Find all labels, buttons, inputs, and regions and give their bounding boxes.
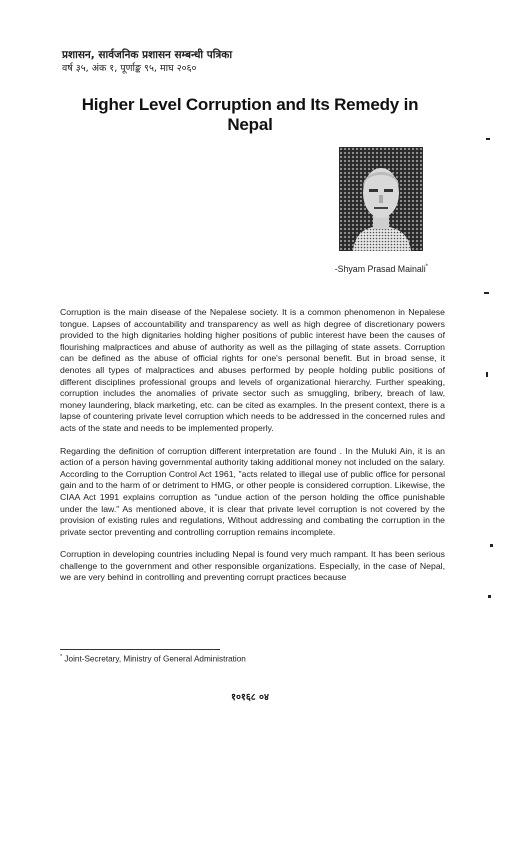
journal-name: प्रशासन, सार्वजनिक प्रशासन सम्बन्धी पत्रिका [62,49,233,61]
body-paragraph-2: Regarding the definition of corruption different interpretation are found . In the Muluki Ain, it is an action of a person having governmental authority taking additional money not included on the salary. According to the Corruption Control Act 1961, "acts related to illegal use of public office for personal gain and to the harm of or detriment to HMG, or other people is considered corruption. Likewise, the CIAA Act 1991 explains corruption as "undue action of the person holding the office punishable under the law." As mentioned above, it is clear that private level corruption is not covered by the provision of existing rules and regulations, Without addressing and combating the corruption in the private sector preventing and controlling corruption remains incomplete. [60,445,445,537]
journal-issue: वर्ष ३५, अंक १, पूर्णाङ्क ९५, माघ २०६० [62,63,197,74]
journal-header [62,48,362,76]
scan-mark [490,544,493,547]
body-paragraph-1: Corruption is the main disease of the Nepalese society. It is a common phenomenon in Nepalese tongue. Lapses of accountability and transparency as well as high degree of discretionary powers provided to the high dignitaries holding higher positions of public interest have been the causes of flourishing malpractices and abuse of authority as well as the pillaging of state assets. Corruption can be defined as the abuse of official rights for one's personal benefit. But in broad sense, it denotes all types of malpractices and abuses performed by people holding public positions of different disciplines professional groups and levels of organizational hierarchy. Further speaking, corruption includes the anomalies of private sector such as smuggling, bribery, breach of law, money laundering, black marketing, etc. can be cited as examples. In the present context, there is a lapse of countering private level corruption which needs to be addressed in the concerned rules and acts of the state and needs to be implemented properly. [60,307,445,433]
author-photo [339,147,423,251]
author-byline [300,264,428,274]
author-footnote-marker: * [425,264,428,271]
scan-mark [486,138,490,140]
footnote-divider [60,649,220,650]
article-title-line-2: Nepal [227,115,273,134]
article-title-line-1: Higher Level Corruption and Its Remedy in [81,95,419,114]
scan-mark [486,372,488,377]
footnote [60,654,360,664]
page-number: १०१६८ ०४ [231,692,269,703]
scan-mark [488,595,491,598]
footnote-marker: * [60,654,63,660]
body-paragraph-3: Corruption in developing countries including Nepal is found very much rampant. It has been serious challenge to the government and other responsible organizations. Especially, in the case of Nepal, we are very behind in controlling and preventing corrupt practices because [60,549,445,583]
author-name: -Shyam Prasad Mainali [334,264,426,274]
article-body [60,307,445,595]
article-title [60,95,440,135]
footnote-text: Joint-Secretary, Ministry of General Administration [64,654,246,664]
scan-mark [484,292,489,294]
